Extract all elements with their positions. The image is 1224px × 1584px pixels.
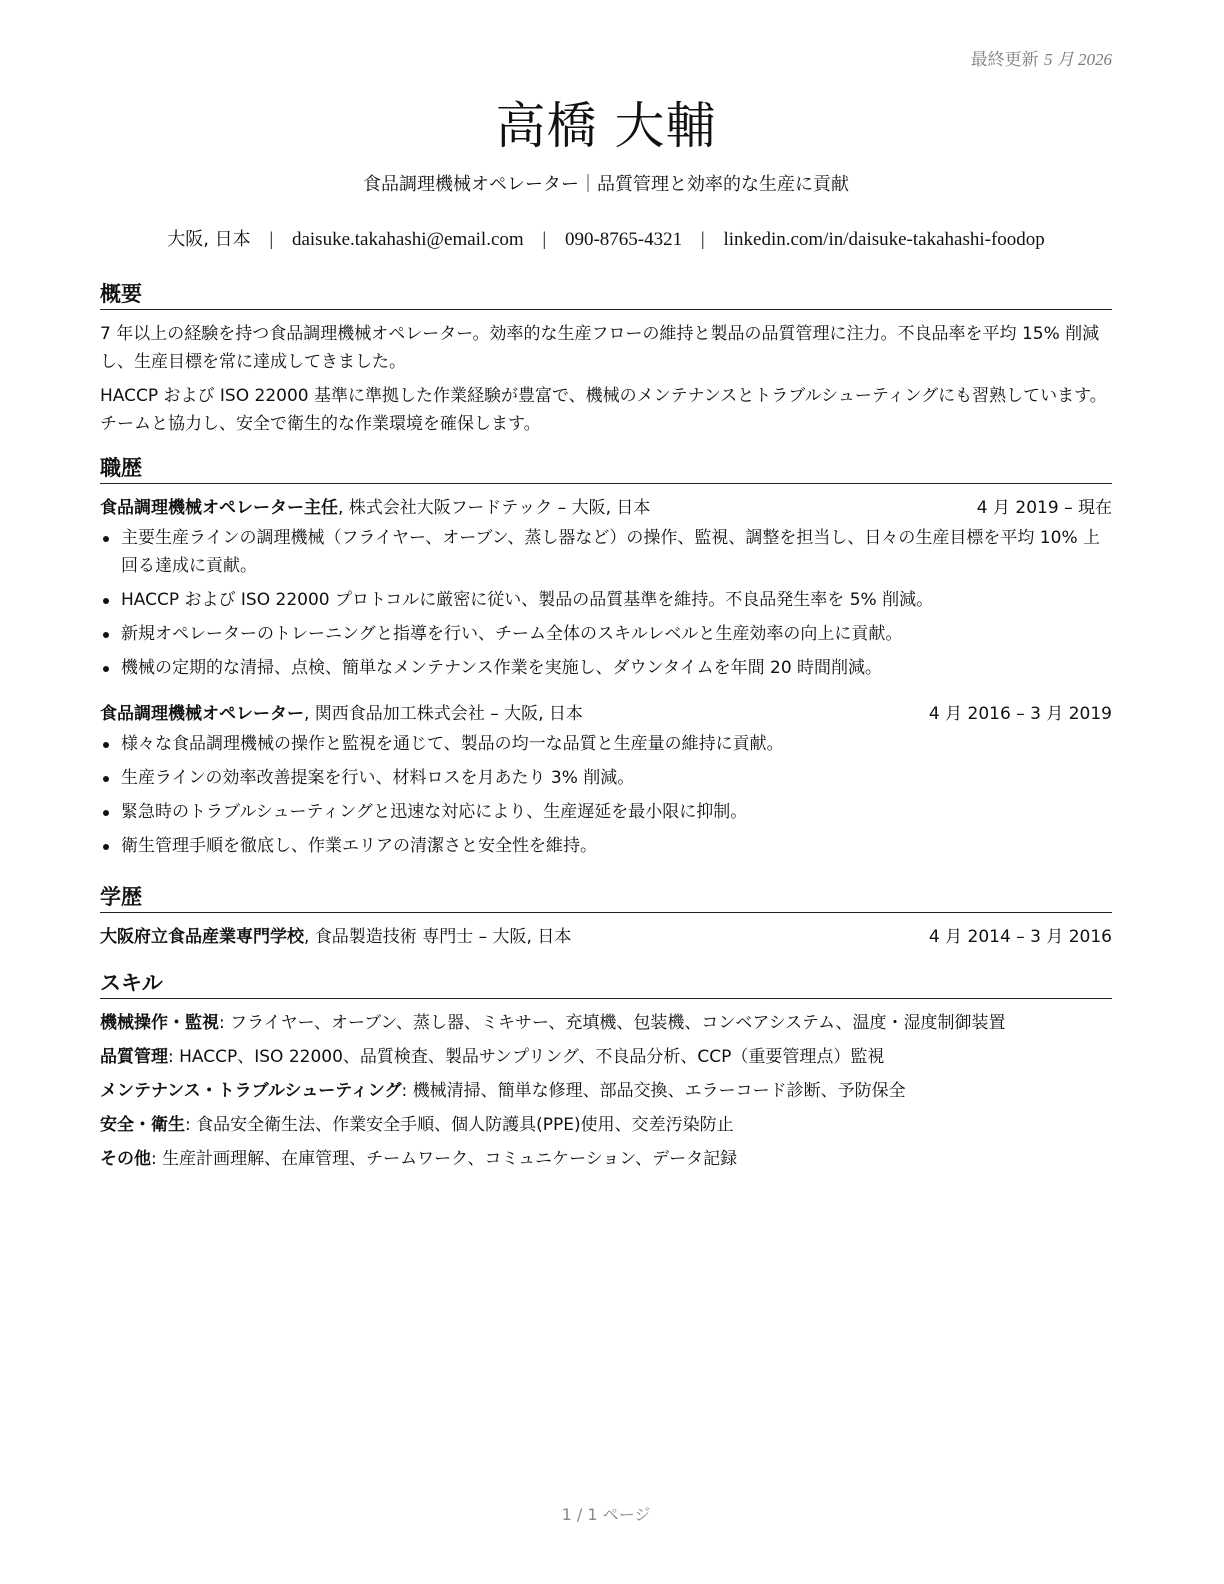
last-updated	[971, 45, 1112, 70]
skill-value: : HACCP、ISO 22000、品質検査、製品サンプリング、不良品分析、CCP（重要管理点）監視	[168, 1047, 885, 1067]
page-indicator: 1 / 1 ページ	[561, 1505, 651, 1524]
summary-title: 概要	[100, 278, 1112, 310]
skill-row	[100, 1009, 1112, 1037]
contact-location: 大阪, 日本	[167, 229, 251, 250]
education-entry	[100, 923, 1112, 951]
last-updated-date: 5 月 2026	[1044, 50, 1112, 69]
skill-row	[100, 1145, 1112, 1173]
skill-label: メンテナンス・トラブルシューティング	[100, 1081, 402, 1101]
skill-value: : フライヤー、オーブン、蒸し器、ミキサー、充填機、包装機、コンベアシステム、温度・湿度制御装置	[219, 1013, 1006, 1033]
resume-page	[100, 0, 1112, 1584]
skills-section	[100, 967, 1112, 1179]
contact-separator: |	[700, 229, 705, 250]
job-entry	[100, 494, 1112, 682]
skill-label: 機械操作・監視	[100, 1013, 219, 1033]
contact-separator: |	[269, 229, 274, 250]
skill-row	[100, 1077, 1112, 1105]
summary-paragraph: 7 年以上の経験を持つ食品調理機械オペレーター。効率的な生産フローの維持と製品の品質管理に注力。不良品率を平均 15% 削減し、生産目標を常に達成してきました。	[100, 324, 1100, 372]
contact-email[interactable]: daisuke.takahashi@email.com	[291, 229, 524, 250]
education-detail: , 食品製造技術 専門士 – 大阪, 日本	[304, 927, 572, 947]
education-dates: 4 月 2014 – 3 月 2016	[928, 927, 1112, 947]
skills-title: スキル	[100, 967, 1112, 999]
job-role-company	[100, 494, 650, 522]
job-company: , 株式会社大阪フードテック – 大阪, 日本	[338, 498, 651, 518]
contact-linkedin[interactable]: linkedin.com/in/daisuke-takahashi-foodop	[723, 229, 1045, 250]
job-bullet: 緊急時のトラブルシューティングと迅速な対応により、生産遅延を最小限に抑制。	[100, 798, 1112, 826]
skill-label: その他	[100, 1149, 151, 1169]
skill-label: 品質管理	[100, 1047, 168, 1067]
last-updated-label: 最終更新	[970, 50, 1039, 70]
education-title: 学歴	[100, 881, 1112, 913]
job-bullet: 衛生管理手順を徹底し、作業エリアの清潔さと安全性を維持。	[100, 832, 1112, 860]
job-bullets	[100, 524, 1112, 682]
skill-label: 安全・衛生	[100, 1115, 185, 1135]
job-dates: 4 月 2019 – 現在	[976, 498, 1112, 518]
contact-phone[interactable]: 090-8765-4321	[564, 229, 683, 250]
job-bullet: 機械の定期的な清掃、点検、簡単なメンテナンス作業を実施し、ダウンタイムを年間 20 時間削減。	[100, 654, 1112, 682]
job-header	[100, 700, 1112, 728]
education-section	[100, 881, 1112, 951]
skill-row	[100, 1043, 1112, 1071]
candidate-name: 高橋 大輔	[495, 97, 717, 155]
experience-section	[100, 452, 1112, 866]
job-role: 食品調理機械オペレーター	[100, 704, 304, 724]
summary-paragraph: HACCP および ISO 22000 基準に準拠した作業経験が豊富で、機械のメンテナンスとトラブルシューティングにも習熟しています。チームと協力し、安全で衛生的な作業環境を確保します。	[100, 386, 1107, 434]
job-role: 食品調理機械オペレーター主任	[100, 498, 338, 518]
candidate-tagline: 食品調理機械オペレーター｜品質管理と効率的な生産に貢献	[363, 174, 849, 195]
contact-separator: |	[542, 229, 547, 250]
job-bullet: HACCP および ISO 22000 プロトコルに厳密に従い、製品の品質基準を維持。不良品発生率を 5% 削減。	[100, 586, 1112, 614]
education-school-detail	[100, 923, 571, 951]
skill-row	[100, 1111, 1112, 1139]
job-header	[100, 494, 1112, 522]
job-entry	[100, 700, 1112, 860]
job-dates: 4 月 2016 – 3 月 2019	[928, 704, 1112, 724]
education-school: 大阪府立食品産業専門学校	[100, 927, 304, 947]
job-company: , 関西食品加工株式会社 – 大阪, 日本	[304, 704, 583, 724]
contact-line	[100, 225, 1112, 251]
skill-value: : 生産計画理解、在庫管理、チームワーク、コミュニケーション、データ記録	[151, 1149, 738, 1169]
job-bullets	[100, 730, 1112, 860]
skill-value: : 食品安全衛生法、作業安全手順、個人防護具(PPE)使用、交差汚染防止	[185, 1115, 734, 1135]
job-bullet: 主要生産ラインの調理機械（フライヤー、オーブン、蒸し器など）の操作、監視、調整を担当し、日々の生産目標を平均 10% 上回る達成に貢献。	[100, 524, 1112, 580]
job-bullet: 様々な食品調理機械の操作と監視を通じて、製品の均一な品質と生産量の維持に貢献。	[100, 730, 1112, 758]
summary-section	[100, 278, 1112, 444]
skill-value: : 機械清掃、簡単な修理、部品交換、エラーコード診断、予防保全	[401, 1081, 906, 1101]
experience-title: 職歴	[100, 452, 1112, 484]
job-bullet: 生産ラインの効率改善提案を行い、材料ロスを月あたり 3% 削減。	[100, 764, 1112, 792]
job-bullet: 新規オペレーターのトレーニングと指導を行い、チーム全体のスキルレベルと生産効率の向上に貢献。	[100, 620, 1112, 648]
job-role-company	[100, 700, 583, 728]
